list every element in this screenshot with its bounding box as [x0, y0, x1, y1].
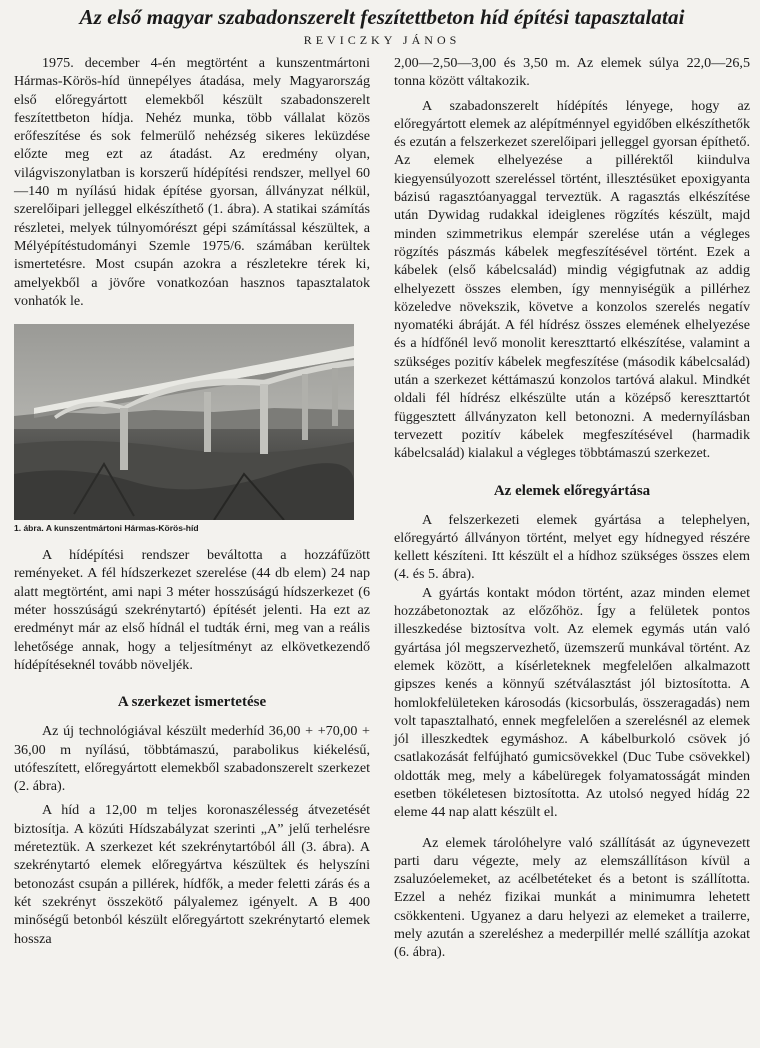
figure-caption: 1. ábra. A kunszentmártoni Hármas-Körös-híd [14, 523, 199, 534]
left-paragraph-1: 1975. december 4-én megtörtént a kunszentmártoni Hármas-Körös-híd ünnepélyes átadása, mely Magyarország első előregyártott elemekből készült szabadonszerelt feszítettbeton hídja. Nehéz munka, több vállalat közös erőfeszítése és sok felmerülő nehézség sikeres leküzdése előzte meg ezt az átadást. Az eredmény olyan, világviszonylatban is korszerű hídépítési rendszer, mellyel 60—140 m nyílású hidak építése gyorsan, állványzat nélkül, szerelőipari jelleggel elkészíthető (1. ábra). A statikai számítás részletei, melyek túlnyomórészt gépi számítással készültek, a Mélyépítéstudományi Szemle 1975/6. számában kerültek ismertetésre. Most csupán azokra a részletekre térek ki, amelyekből a jövőre vonatkozóan hasznos tapasztalatok vonhatók le. [14, 55, 370, 309]
section-heading-prefab: Az elemek előregyártása [493, 482, 651, 499]
article-columns [14, 54, 750, 962]
left-paragraph-3: Az új technológiával készült mederhíd 36,00 + +70,00 + 36,00 m nyílású, többtámaszú, parabolikus kiékelésű, utófeszített, előregyártott elemekből szabadonszerelt szerkezet (2. ábra). [14, 723, 370, 795]
left-column [14, 54, 370, 962]
right-paragraph-3: A felszerkezeti elemek gyártása a telephelyen, előregyártó állványon történt, melyet egy hídnegyed részére kellett készíteni. Itt készült el a hídhoz szükséges összes elem (4. és 5. ábra). [394, 511, 750, 583]
article-title: Az első magyar szabadonszerelt feszítettbeton híd építési tapasztalatai [79, 5, 685, 29]
right-paragraph-5: Az elemek tárolóhelyre való szállítását az úgynevezett parti daru végezte, mely az elemszállításon kívül a zsaluzóelemeket, az acélbetéteket és a betont is szállította. Ezzel a nehéz fizikai munkát a minimumra lehetett csökkenteni. Ugyanez a daru helyezi az elemeket a trailerre, mely azután a szereléshez a mederpillér mellé szállítja azokat (6. ábra). [394, 834, 750, 961]
left-paragraph-2: A hídépítési rendszer beváltotta a hozzáfűzött reményeket. A fél hídszerkezet szerelése (44 db elem) 24 nap alatt megtörtént, ami napi 3 méter hosszúságú hídszerkezet (6 méter hosszúságú szekrénytartó) építését jelenti. Ha ezt az eredményt már az első hídnál el tudták érni, meg van a reális lehetősége annak, hogy a teljesítményt az elkövetkezendő hídépítéseknél tovább növeljék. [14, 547, 370, 673]
figure-1 [14, 324, 354, 534]
left-paragraph-4: A híd a 12,00 m teljes koronaszélesség átvezetését biztosítja. A közúti Hídszabályzat szerinti „A” jelű terhelésre méreteztük. A szerkezet két szekrénytartóból áll (3. ábra). A szekrénytartó elemek előregyártva készültek és helyszíni betonozást csupán a pillérek, hídfők, a meder feletti zárás és a két szekrényt összekötő pályalemez igényelt. A B 400 minőségű betonból készült előregyártott szekrénytartó elemek hossza [14, 802, 370, 947]
right-paragraph-2: A szabadonszerelt hídépítés lényege, hogy az előregyártott elemek az alépítménnyel egyidőben elkészíthetők és ezután a felszerkezet szerelőipari jelleggel gyorsan építhető. Az elemek elhelyezése a pillérektől kiindulva kiegyensúlyozott szereléssel történt, illesztésüket epoxigyanta bázisú ragasztóanyaggal terveztük. A ragasztás elkészítése után Dywidag rudakkal ideiglenes rögzítés készült, majd minden szimmetrikus elempár szerelése után a végleges rögzítés pászmás kábelek megfeszítésével történt. Ezek a kábelek (első kábelcsalád) mindig végigfutnak az addig elhelyezett összes elemben, így mennyiségük a pillérhez közeledve növekszik, követve a konzolos szerelés negatív nyomatéki ábráját. A fél hídrész összes elemének elhelyezése és a hídfőnél levő monolit kereszttartó elkészítése, valamint a szükséges pozitív kábelek megfeszítése (második kábelcsalád) után a szerkezet kéttámaszú konzolos tartóvá alakul. Mindkét oldali fél hídrész elkészülte után a középső kereszttartót függesztett állványzaton kell betonozni. A medernyílásban tervezett pozitív kábelek megfeszítésével (harmadik kábelcsalád) kialakul a végleges többtámaszú szerkezet. [394, 97, 750, 462]
right-paragraph-1: 2,00—2,50—3,00 és 3,50 m. Az elemek súlya 22,0—26,5 tonna között váltakozik. [394, 55, 750, 90]
section-heading-structure: A szerkezet ismertetése [117, 694, 267, 711]
article-author: REVICZKY JÁNOS [303, 33, 461, 47]
bridge-photo [14, 324, 354, 520]
right-column [394, 54, 750, 962]
right-paragraph-4: A gyártás kontakt módon történt, azaz minden elemet hozzábetonoztak az előzőhöz. Így a felületek pontos illeszkedése biztosítva volt. Az elemek egymás után való gyártása jól megszervezhető, üzemszerű munkával történt. Az elemek között, a kísérleteknek megfelelően alkalmazott gipszes kenés a könnyű szétválasztást jól biztosította. A homlokfelületeken károsodás (kicsorbulás, összeragadás) nem volt tapasztalható, ennek megfelelően a szerelésnél az elemek jól illeszkedtek egymáshoz. A kábelburkoló csövek jó csatlakozását felfújható gumicsövekkel (Duc Tube csövekkel) oldották meg, mely a kábelüregek folyamatosságát minden esetben tökéletesen biztosította. Az utolsó negyed hídág 22 eleme 44 nap alatt készült el. [394, 584, 750, 821]
